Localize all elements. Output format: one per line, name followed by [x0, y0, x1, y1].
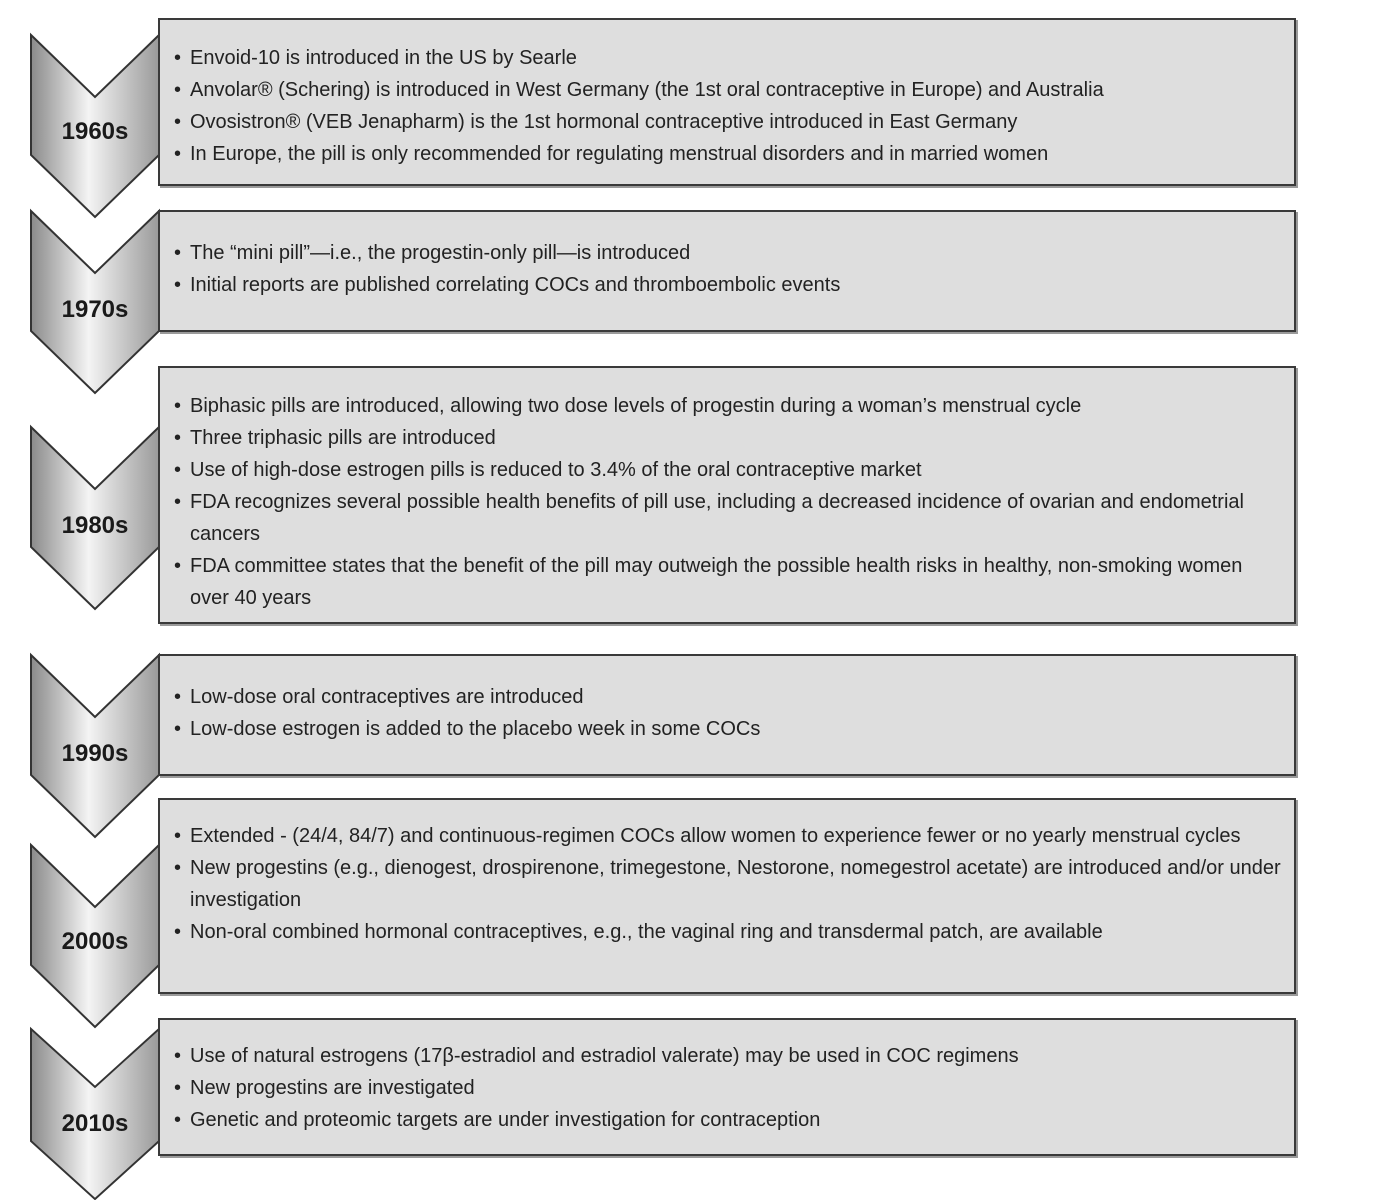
event-item: • In Europe, the pill is only recommended for regulating menstrual disorders and in married women [160, 138, 1294, 170]
decade-box-2010s [158, 1018, 1296, 1156]
decade-label: 2010s [61, 1110, 129, 1137]
decade-chevron-1990s [30, 654, 160, 838]
event-item: • The “mini pill”—i.e., the progestin-only pill—is introduced [160, 237, 1294, 269]
event-item: • Use of natural estrogens (17β-estradiol and estradiol valerate) may be used in COC regimens [160, 1040, 1294, 1072]
decade-label: 1990s [61, 740, 129, 767]
decade-chevron-1960s [30, 34, 160, 218]
decade-box-2000s [158, 798, 1296, 994]
decade-chevron-2000s [30, 844, 160, 1028]
event-list [160, 390, 1294, 614]
event-list [160, 42, 1294, 170]
event-item: • Low-dose estrogen is added to the placebo week in some COCs [160, 713, 1294, 745]
decade-box-1990s [158, 654, 1296, 776]
event-item: • Use of high-dose estrogen pills is reduced to 3.4% of the oral contraceptive market [160, 454, 1294, 486]
event-item: • Biphasic pills are introduced, allowing two dose levels of progestin during a woman’s menstrual cycle [160, 390, 1294, 422]
event-list [160, 1040, 1294, 1136]
decade-box-1960s [158, 18, 1296, 186]
event-item: • FDA committee states that the benefit of the pill may outweigh the possible health risks in healthy, non-smoking women over 40 years [160, 550, 1294, 614]
event-list [160, 681, 1294, 745]
event-item: • Envoid-10 is introduced in the US by Searle [160, 42, 1294, 74]
decade-box-1980s [158, 366, 1296, 624]
event-item: • Non-oral combined hormonal contraceptives, e.g., the vaginal ring and transdermal patch, are available [160, 916, 1294, 948]
event-list [160, 820, 1294, 948]
event-item: • Low-dose oral contraceptives are introduced [160, 681, 1294, 713]
decade-chevron-1980s [30, 426, 160, 610]
decade-label: 1960s [61, 118, 129, 145]
event-item: • Ovosistron® (VEB Jenapharm) is the 1st hormonal contraceptive introduced in East Germany [160, 106, 1294, 138]
decade-box-1970s [158, 210, 1296, 332]
event-item: • Initial reports are published correlating COCs and thromboembolic events [160, 269, 1294, 301]
decade-label: 1970s [61, 296, 129, 323]
event-item: • New progestins are investigated [160, 1072, 1294, 1104]
event-item: • Genetic and proteomic targets are under investigation for contraception [160, 1104, 1294, 1136]
event-item: • Anvolar® (Schering) is introduced in West Germany (the 1st oral contraceptive in Europe) and Australia [160, 74, 1294, 106]
event-item: • New progestins (e.g., dienogest, drospirenone, trimegestone, Nestorone, nomegestrol acetate) are introduced and/or under investigation [160, 852, 1294, 916]
event-item: • Extended - (24/4, 84/7) and continuous-regimen COCs allow women to experience fewer or no yearly menstrual cycles [160, 820, 1294, 852]
event-item: • Three triphasic pills are introduced [160, 422, 1294, 454]
event-list [160, 237, 1294, 301]
decade-chevron-1970s [30, 210, 160, 394]
decade-label: 2000s [61, 928, 129, 955]
decade-label: 1980s [61, 512, 129, 539]
decade-chevron-2010s [30, 1028, 160, 1200]
event-item: • FDA recognizes several possible health benefits of pill use, including a decreased incidence of ovarian and endometrial cancers [160, 486, 1294, 550]
